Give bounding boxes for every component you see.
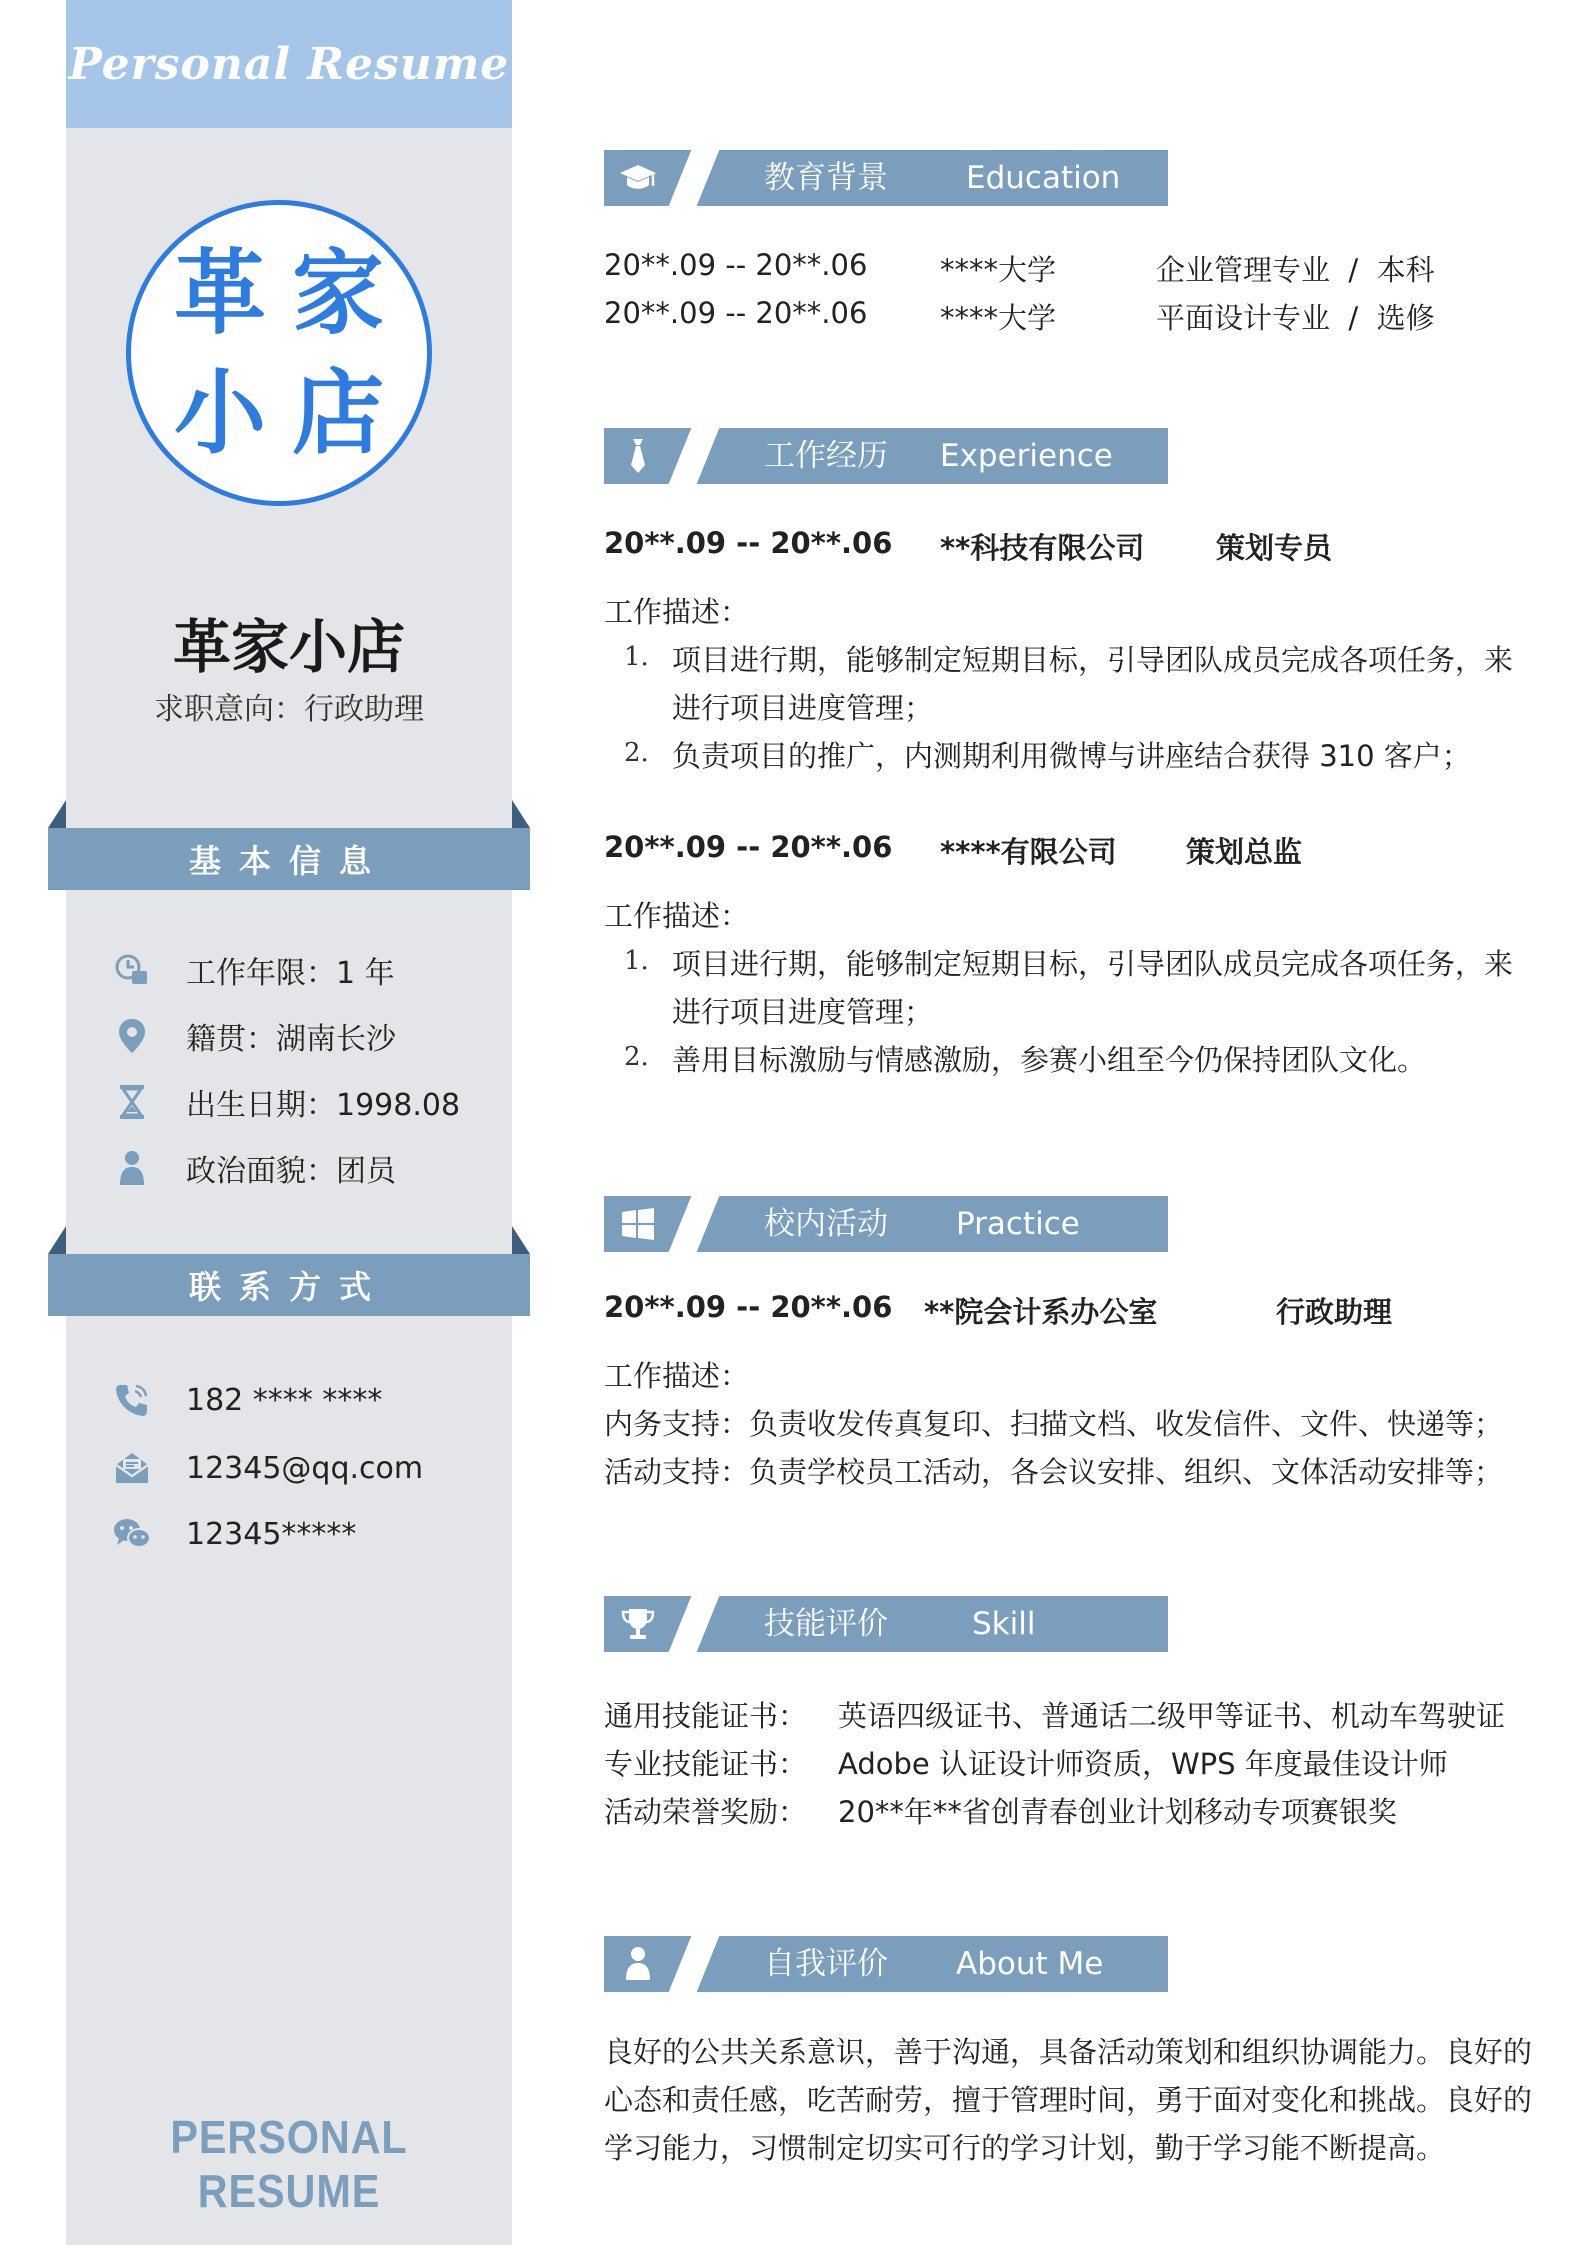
info-row-political-status: [112, 1146, 396, 1190]
shop-seal-logo: [126, 200, 432, 506]
banner-title: Personal Resume: [68, 38, 510, 90]
trophy-icon: [616, 1604, 660, 1644]
job-date: 20**.09 -- 20**.06: [604, 830, 893, 864]
skill-value: 英语四级证书、普通话二级甲等证书、机动车驾驶证: [838, 1699, 1506, 1733]
info-text: 政治面貌：团员: [186, 1154, 396, 1189]
wechat-icon: [112, 1514, 152, 1554]
section-title-en: Education: [966, 160, 1121, 196]
contact-text: 12345*****: [186, 1516, 357, 1552]
candidate-name: 革家小店: [172, 613, 405, 681]
about-line: 学习能力，习惯制定切实可行的学习计划，勤于学习能不断提高。: [604, 2131, 1446, 2165]
header-divider: [669, 150, 720, 206]
ribbon-fold-left: [48, 800, 66, 828]
info-text: 工作年限：1 年: [186, 956, 395, 991]
section-title-en: About Me: [956, 1946, 1104, 1982]
contact-title: 联系方式: [188, 1268, 389, 1306]
header-divider: [669, 428, 720, 484]
seal-char: 店: [291, 359, 384, 467]
contact-row-phone: [112, 1378, 382, 1422]
header-divider: [669, 1936, 720, 1992]
seal-char: 革: [173, 239, 266, 347]
ribbon-fold-right: [512, 1226, 530, 1254]
practice-desc-line: 活动支持：负责学校员工活动，各会议安排、组织、文体活动安排等；: [604, 1455, 1504, 1489]
header-divider: [669, 1196, 720, 1252]
section-header-skill: [604, 1596, 1168, 1652]
job-role: 策划专员: [1216, 531, 1333, 565]
about-line: 心态和责任感，吃苦耐劳，擅于管理时间，勇于面对变化和挑战。良好的: [604, 2083, 1533, 2117]
practice-role: 行政助理: [1276, 1295, 1393, 1329]
list-number: 2.: [624, 1042, 649, 1072]
section-header-about: [604, 1936, 1168, 1992]
info-row-hometown: [112, 1014, 396, 1058]
section-title-en: Experience: [940, 438, 1113, 474]
job-intent: 求职意向：行政助理: [154, 692, 424, 727]
section-header-experience: [604, 428, 1168, 484]
edu-school: ****大学: [940, 253, 1057, 287]
briefcase-clock-icon: [112, 950, 152, 990]
section-title-cn: 自我评价: [764, 1946, 888, 1982]
about-line: 良好的公共关系意识，善于沟通，具备活动策划和组织协调能力。良好的: [604, 2035, 1533, 2069]
practice-org: **院会计系办公室: [924, 1295, 1158, 1329]
job-desc-item: 项目进行期，能够制定短期目标，引导团队成员完成各项任务，来: [672, 643, 1514, 677]
practice-desc-line: 内务支持：负责收发传真复印、扫描文档、收发信件、文件、快递等；: [604, 1407, 1504, 1441]
job-role: 策划总监: [1186, 835, 1303, 869]
ribbon-fold-right: [512, 800, 530, 828]
practice-date: 20**.09 -- 20**.06: [604, 1290, 893, 1324]
seal-char: 家: [291, 239, 384, 347]
job-desc-item: 善用目标激励与情感激励，参赛小组至今仍保持团队文化。: [672, 1043, 1427, 1077]
sidebar-footer-text: PERSONAL RESUME: [170, 2111, 408, 2217]
person-icon: [616, 1944, 660, 1984]
phone-icon: [112, 1380, 152, 1420]
contact-text: 12345@qq.com: [186, 1450, 424, 1486]
contact-text: 182 **** ****: [186, 1382, 383, 1418]
header-divider: [669, 1596, 720, 1652]
section-title-en: Practice: [956, 1206, 1080, 1242]
job-company: **科技有限公司: [940, 531, 1145, 565]
person-icon: [112, 1148, 152, 1188]
ribbon-fold-left: [48, 1226, 66, 1254]
tie-icon: [616, 436, 660, 476]
edu-date: 20**.09 -- 20**.06: [604, 296, 868, 330]
skill-label: 通用技能证书：: [604, 1699, 808, 1733]
section-header-practice: [604, 1196, 1168, 1252]
info-row-work-years: [112, 948, 395, 992]
job-desc-item: 项目进行期，能够制定短期目标，引导团队成员完成各项任务，来: [672, 947, 1514, 981]
job-desc-item-cont: 进行项目进度管理；: [672, 995, 934, 1029]
list-number: 1.: [624, 642, 649, 672]
email-icon: [112, 1448, 152, 1488]
basic-info-title: 基本信息: [188, 842, 389, 880]
location-pin-icon: [112, 1016, 152, 1056]
edu-major: 平面设计专业 / 选修: [1156, 301, 1435, 335]
section-header-education: [604, 150, 1168, 206]
section-title-cn: 技能评价: [764, 1606, 888, 1642]
job-desc-label: 工作描述：: [604, 595, 750, 629]
windows-icon: [616, 1204, 660, 1244]
skill-value: 20**年**省创青春创业计划移动专项赛银奖: [838, 1795, 1397, 1829]
job-desc-label: 工作描述：: [604, 899, 750, 933]
graduation-cap-icon: [616, 158, 660, 198]
skill-label: 专业技能证书：: [604, 1747, 808, 1781]
section-title-cn: 校内活动: [764, 1206, 888, 1242]
contact-row-wechat: [112, 1512, 356, 1556]
contact-ribbon: [48, 1254, 530, 1316]
contact-row-email: [112, 1446, 423, 1490]
resume-banner: [66, 0, 512, 128]
seal-char: 小: [173, 359, 266, 467]
job-company: ****有限公司: [940, 835, 1117, 869]
job-desc-item-cont: 进行项目进度管理；: [672, 691, 934, 725]
skill-value: Adobe 认证设计师资质，WPS 年度最佳设计师: [838, 1747, 1448, 1781]
edu-major: 企业管理专业 / 本科: [1156, 253, 1435, 287]
section-title-cn: 工作经历: [764, 438, 888, 474]
info-row-birthdate: [112, 1080, 460, 1124]
skill-label: 活动荣誉奖励：: [604, 1795, 808, 1829]
hourglass-icon: [112, 1082, 152, 1122]
section-title-cn: 教育背景: [764, 160, 888, 196]
practice-desc-label: 工作描述：: [604, 1359, 750, 1393]
edu-date: 20**.09 -- 20**.06: [604, 248, 868, 282]
list-number: 2.: [624, 738, 649, 768]
edu-school: ****大学: [940, 301, 1057, 335]
info-text: 籍贯：湖南长沙: [186, 1022, 396, 1057]
section-title-en: Skill: [972, 1606, 1036, 1642]
basic-info-ribbon: [48, 828, 530, 890]
info-text: 出生日期：1998.08: [186, 1088, 461, 1123]
job-desc-item: 负责项目的推广，内测期利用微博与讲座结合获得 310 客户；: [672, 739, 1471, 773]
job-date: 20**.09 -- 20**.06: [604, 526, 893, 560]
list-number: 1.: [624, 946, 649, 976]
